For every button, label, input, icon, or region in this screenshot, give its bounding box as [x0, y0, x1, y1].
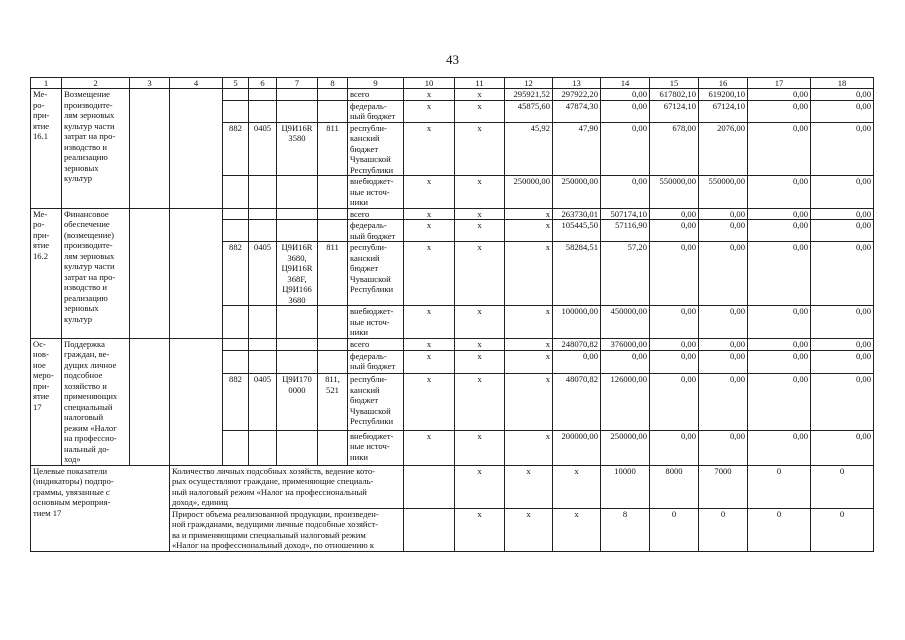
value-cell: 0,00 — [699, 242, 748, 306]
value-cell: 45,92 — [505, 122, 553, 176]
value-cell: 45875,60 — [505, 100, 553, 122]
value-cell: 0,00 — [650, 338, 699, 350]
value-cell: x — [505, 338, 553, 350]
value-cell: 0,00 — [650, 220, 699, 242]
value-cell: 0,00 — [699, 430, 748, 465]
value-cell: x — [404, 208, 455, 220]
measure-name-cell: Возмещение производите- лям зерновых культур части затрат на про- изводство и реализацию зерновых культур — [62, 89, 130, 209]
value-cell: x — [404, 100, 455, 122]
value-cell: x — [404, 430, 455, 465]
value-cell: x — [455, 242, 505, 306]
value-cell: x — [505, 208, 553, 220]
indicator-value-cell: 0 — [699, 508, 748, 551]
csr-code-cell — [277, 306, 318, 339]
value-cell: 100000,00 — [553, 306, 601, 339]
grbs-code-cell — [223, 306, 249, 339]
indicator-value-cell: 10000 — [601, 465, 650, 508]
value-cell: 248070,82 — [553, 338, 601, 350]
column-number-header: 17 — [748, 78, 811, 89]
column-number-header: 14 — [601, 78, 650, 89]
budget-row — [31, 89, 874, 101]
value-cell: 0,00 — [811, 89, 874, 101]
value-cell: 0,00 — [811, 338, 874, 350]
csr-code-cell: Ц9И16R 3580 — [277, 122, 318, 176]
indicator-value-cell: 7000 — [699, 465, 748, 508]
column-number-header: 4 — [170, 78, 223, 89]
csr-code-cell — [277, 338, 318, 350]
value-cell: 0,00 — [811, 122, 874, 176]
value-cell: 0,00 — [811, 176, 874, 209]
measure-name-cell: Поддержка граждан, ве- дущих личное подсобное хозяйство и применяющих специальный налоговый режим «Налог на профессио- нальный до- ход» — [62, 338, 130, 465]
value-cell: x — [505, 306, 553, 339]
value-cell: 47,90 — [553, 122, 601, 176]
value-cell: x — [404, 242, 455, 306]
value-cell: x — [404, 338, 455, 350]
value-cell: 0,00 — [699, 350, 748, 373]
value-cell: x — [455, 430, 505, 465]
value-cell: x — [505, 350, 553, 373]
grbs-code-cell — [223, 430, 249, 465]
value-cell: 0,00 — [811, 242, 874, 306]
indicator-row — [31, 465, 874, 508]
funding-source-cell: республи- канский бюджет Чувашской Республики — [348, 122, 404, 176]
value-cell: 0,00 — [699, 306, 748, 339]
vr-code-cell — [318, 208, 348, 220]
column-number-header: 9 — [348, 78, 404, 89]
indicators-label-cell: Целевые показатели (индикаторы) подпро- граммы, увязанные с основным мероприя- тием 17 — [31, 465, 170, 551]
column-number-header: 13 — [553, 78, 601, 89]
value-cell: x — [455, 100, 505, 122]
value-cell: 0,00 — [748, 430, 811, 465]
value-cell: 0,00 — [748, 176, 811, 209]
value-cell: 0,00 — [601, 122, 650, 176]
grbs-code-cell: 882 — [223, 242, 249, 306]
value-cell: 0,00 — [650, 208, 699, 220]
vr-code-cell: 811, 521 — [318, 374, 348, 431]
value-cell: x — [404, 350, 455, 373]
csr-code-cell: Ц9И170 0000 — [277, 374, 318, 431]
funding-source-cell: внебюджет- ные источ- ники — [348, 306, 404, 339]
value-cell: x — [505, 242, 553, 306]
indicator-value-cell: x — [553, 508, 601, 551]
value-cell: 47874,30 — [553, 100, 601, 122]
value-cell: 0,00 — [748, 122, 811, 176]
grbs-code-cell — [223, 338, 249, 350]
funding-source-cell: всего — [348, 89, 404, 101]
indicator-value-cell: x — [455, 465, 505, 508]
value-cell: x — [404, 306, 455, 339]
value-cell: 0,00 — [811, 220, 874, 242]
value-cell: 250000,00 — [601, 430, 650, 465]
value-cell: 126000,00 — [601, 374, 650, 431]
indicator-value-cell: x — [505, 465, 553, 508]
column-number-header: 12 — [505, 78, 553, 89]
table-body — [31, 78, 874, 552]
vr-code-cell: 811 — [318, 122, 348, 176]
value-cell: 0,00 — [601, 176, 650, 209]
indicator-blank-cell — [404, 465, 455, 508]
value-cell: 0,00 — [601, 89, 650, 101]
vr-code-cell: 811 — [318, 242, 348, 306]
grbs-code-cell — [223, 220, 249, 242]
column-number-header: 5 — [223, 78, 249, 89]
participant-cell — [170, 338, 223, 465]
column-number-header: 16 — [699, 78, 748, 89]
value-cell: 0,00 — [811, 374, 874, 431]
measure-label-cell: Ос- нов- ное меро- при- ятие 17 — [31, 338, 62, 465]
value-cell: 617802,10 — [650, 89, 699, 101]
rzpr-code-cell — [249, 338, 277, 350]
value-cell: 0,00 — [811, 430, 874, 465]
value-cell: 0,00 — [811, 208, 874, 220]
value-cell: 0,00 — [650, 242, 699, 306]
value-cell: x — [505, 430, 553, 465]
value-cell: x — [455, 220, 505, 242]
value-cell: x — [404, 89, 455, 101]
funding-source-cell: всего — [348, 208, 404, 220]
funding-source-cell: федераль- ный бюджет — [348, 220, 404, 242]
value-cell: 0,00 — [601, 100, 650, 122]
grbs-code-cell — [223, 208, 249, 220]
value-cell: 0,00 — [650, 306, 699, 339]
value-cell: x — [455, 122, 505, 176]
rzpr-code-cell — [249, 306, 277, 339]
value-cell: x — [505, 374, 553, 431]
budget-table — [30, 77, 874, 552]
value-cell: 67124,10 — [699, 100, 748, 122]
measure-label-cell: Ме- ро- при- ятие 16.1 — [31, 89, 62, 209]
column-number-header: 7 — [277, 78, 318, 89]
value-cell: x — [404, 122, 455, 176]
column-number-header: 18 — [811, 78, 874, 89]
rzpr-code-cell — [249, 89, 277, 101]
value-cell: 0,00 — [699, 338, 748, 350]
responsible-executor-cell — [130, 208, 170, 338]
rzpr-code-cell — [249, 220, 277, 242]
budget-row — [31, 338, 874, 350]
indicator-value-cell: x — [553, 465, 601, 508]
vr-code-cell — [318, 176, 348, 209]
value-cell: x — [455, 306, 505, 339]
value-cell: 57,20 — [601, 242, 650, 306]
vr-code-cell — [318, 350, 348, 373]
value-cell: x — [455, 350, 505, 373]
vr-code-cell — [318, 306, 348, 339]
indicator-value-cell: x — [505, 508, 553, 551]
column-number-header: 1 — [31, 78, 62, 89]
responsible-executor-cell — [130, 338, 170, 465]
value-cell: 0,00 — [748, 100, 811, 122]
vr-code-cell — [318, 430, 348, 465]
csr-code-cell — [277, 176, 318, 209]
value-cell: 0,00 — [811, 350, 874, 373]
value-cell: x — [455, 338, 505, 350]
value-cell: 295921,52 — [505, 89, 553, 101]
value-cell: 0,00 — [748, 89, 811, 101]
vr-code-cell — [318, 89, 348, 101]
column-number-header: 3 — [130, 78, 170, 89]
value-cell: 250000,00 — [505, 176, 553, 209]
value-cell: 0,00 — [811, 100, 874, 122]
value-cell: 550000,00 — [699, 176, 748, 209]
indicator-value-cell: x — [455, 508, 505, 551]
column-number-header: 6 — [249, 78, 277, 89]
value-cell: 550000,00 — [650, 176, 699, 209]
value-cell: 507174,10 — [601, 208, 650, 220]
csr-code-cell — [277, 220, 318, 242]
value-cell: x — [455, 89, 505, 101]
funding-source-cell: внебюджет- ные источ- ники — [348, 430, 404, 465]
rzpr-code-cell — [249, 350, 277, 373]
value-cell: 450000,00 — [601, 306, 650, 339]
indicator-text-cell: Прирост объема реализованной продукции, произведен- ной гражданами, ведущими личные подсобные хозяйст- ва и применяющими специальный налоговый режим «Налог на профессиональный доход», по отношению к — [170, 508, 404, 551]
responsible-executor-cell — [130, 89, 170, 209]
value-cell: x — [404, 176, 455, 209]
rzpr-code-cell — [249, 100, 277, 122]
vr-code-cell — [318, 100, 348, 122]
measure-name-cell: Финансовое обеспечение (возмещение) производите- лям зерновых культур части затрат на про- изводство и реализацию зерновых культур — [62, 208, 130, 338]
value-cell: x — [404, 220, 455, 242]
indicator-blank-cell — [404, 508, 455, 551]
csr-code-cell — [277, 350, 318, 373]
value-cell: x — [455, 176, 505, 209]
page-number: 43 — [446, 52, 459, 67]
value-cell: 105445,50 — [553, 220, 601, 242]
value-cell: 48070,82 — [553, 374, 601, 431]
value-cell: 376000,00 — [601, 338, 650, 350]
funding-source-cell: всего — [348, 338, 404, 350]
value-cell: 297922,20 — [553, 89, 601, 101]
measure-label-cell: Ме- ро- при- ятие 16.2 — [31, 208, 62, 338]
column-number-header: 10 — [404, 78, 455, 89]
rzpr-code-cell — [249, 430, 277, 465]
value-cell: 0,00 — [811, 306, 874, 339]
value-cell: 2076,00 — [699, 122, 748, 176]
rzpr-code-cell — [249, 176, 277, 209]
funding-source-cell: внебюджет- ные источ- ники — [348, 176, 404, 209]
column-number-header: 2 — [62, 78, 130, 89]
funding-source-cell: федераль- ный бюджет — [348, 100, 404, 122]
value-cell: 619200,10 — [699, 89, 748, 101]
value-cell: 678,00 — [650, 122, 699, 176]
value-cell: 0,00 — [748, 306, 811, 339]
value-cell: x — [455, 374, 505, 431]
rzpr-code-cell: 0405 — [249, 242, 277, 306]
indicator-value-cell: 8 — [601, 508, 650, 551]
column-number-header-row — [31, 78, 874, 89]
indicator-text-cell: Количество личных подсобных хозяйств, ведение кото- рых осуществляют граждане, применяющие специаль- ный налоговый режим «Налог на профессиональный доход», единиц — [170, 465, 404, 508]
rzpr-code-cell — [249, 208, 277, 220]
column-number-header: 11 — [455, 78, 505, 89]
funding-source-cell: республи- канский бюджет Чувашской Республики — [348, 242, 404, 306]
grbs-code-cell: 882 — [223, 122, 249, 176]
grbs-code-cell — [223, 350, 249, 373]
grbs-code-cell: 882 — [223, 374, 249, 431]
column-number-header: 15 — [650, 78, 699, 89]
indicator-value-cell: 0 — [748, 465, 811, 508]
csr-code-cell — [277, 208, 318, 220]
grbs-code-cell — [223, 100, 249, 122]
value-cell: x — [455, 208, 505, 220]
indicator-value-cell: 0 — [811, 465, 874, 508]
rzpr-code-cell: 0405 — [249, 122, 277, 176]
funding-source-cell: федераль- ный бюджет — [348, 350, 404, 373]
vr-code-cell — [318, 220, 348, 242]
rzpr-code-cell: 0405 — [249, 374, 277, 431]
csr-code-cell: Ц9И16R 3680, Ц9И16R 368F, Ц9И166 3680 — [277, 242, 318, 306]
indicator-value-cell: 0 — [811, 508, 874, 551]
indicator-value-cell: 0 — [748, 508, 811, 551]
value-cell: 0,00 — [748, 220, 811, 242]
vr-code-cell — [318, 338, 348, 350]
csr-code-cell — [277, 89, 318, 101]
value-cell: 200000,00 — [553, 430, 601, 465]
csr-code-cell — [277, 100, 318, 122]
value-cell: x — [505, 220, 553, 242]
value-cell: 0,00 — [748, 350, 811, 373]
value-cell: 0,00 — [699, 220, 748, 242]
participant-cell — [170, 208, 223, 338]
grbs-code-cell — [223, 89, 249, 101]
value-cell: 0,00 — [748, 338, 811, 350]
value-cell: 250000,00 — [553, 176, 601, 209]
indicator-value-cell: 8000 — [650, 465, 699, 508]
value-cell: x — [404, 374, 455, 431]
value-cell: 263730,01 — [553, 208, 601, 220]
value-cell: 57116,90 — [601, 220, 650, 242]
value-cell: 0,00 — [699, 374, 748, 431]
value-cell: 0,00 — [553, 350, 601, 373]
value-cell: 58284,51 — [553, 242, 601, 306]
value-cell: 0,00 — [699, 208, 748, 220]
value-cell: 0,00 — [650, 374, 699, 431]
value-cell: 0,00 — [650, 350, 699, 373]
value-cell: 0,00 — [601, 350, 650, 373]
indicator-value-cell: 0 — [650, 508, 699, 551]
value-cell: 0,00 — [650, 430, 699, 465]
grbs-code-cell — [223, 176, 249, 209]
participant-cell — [170, 89, 223, 209]
funding-source-cell: республи- канский бюджет Чувашской Республики — [348, 374, 404, 431]
value-cell: 67124,10 — [650, 100, 699, 122]
value-cell: 0,00 — [748, 374, 811, 431]
csr-code-cell — [277, 430, 318, 465]
column-number-header: 8 — [318, 78, 348, 89]
value-cell: 0,00 — [748, 208, 811, 220]
value-cell: 0,00 — [748, 242, 811, 306]
budget-row — [31, 208, 874, 220]
